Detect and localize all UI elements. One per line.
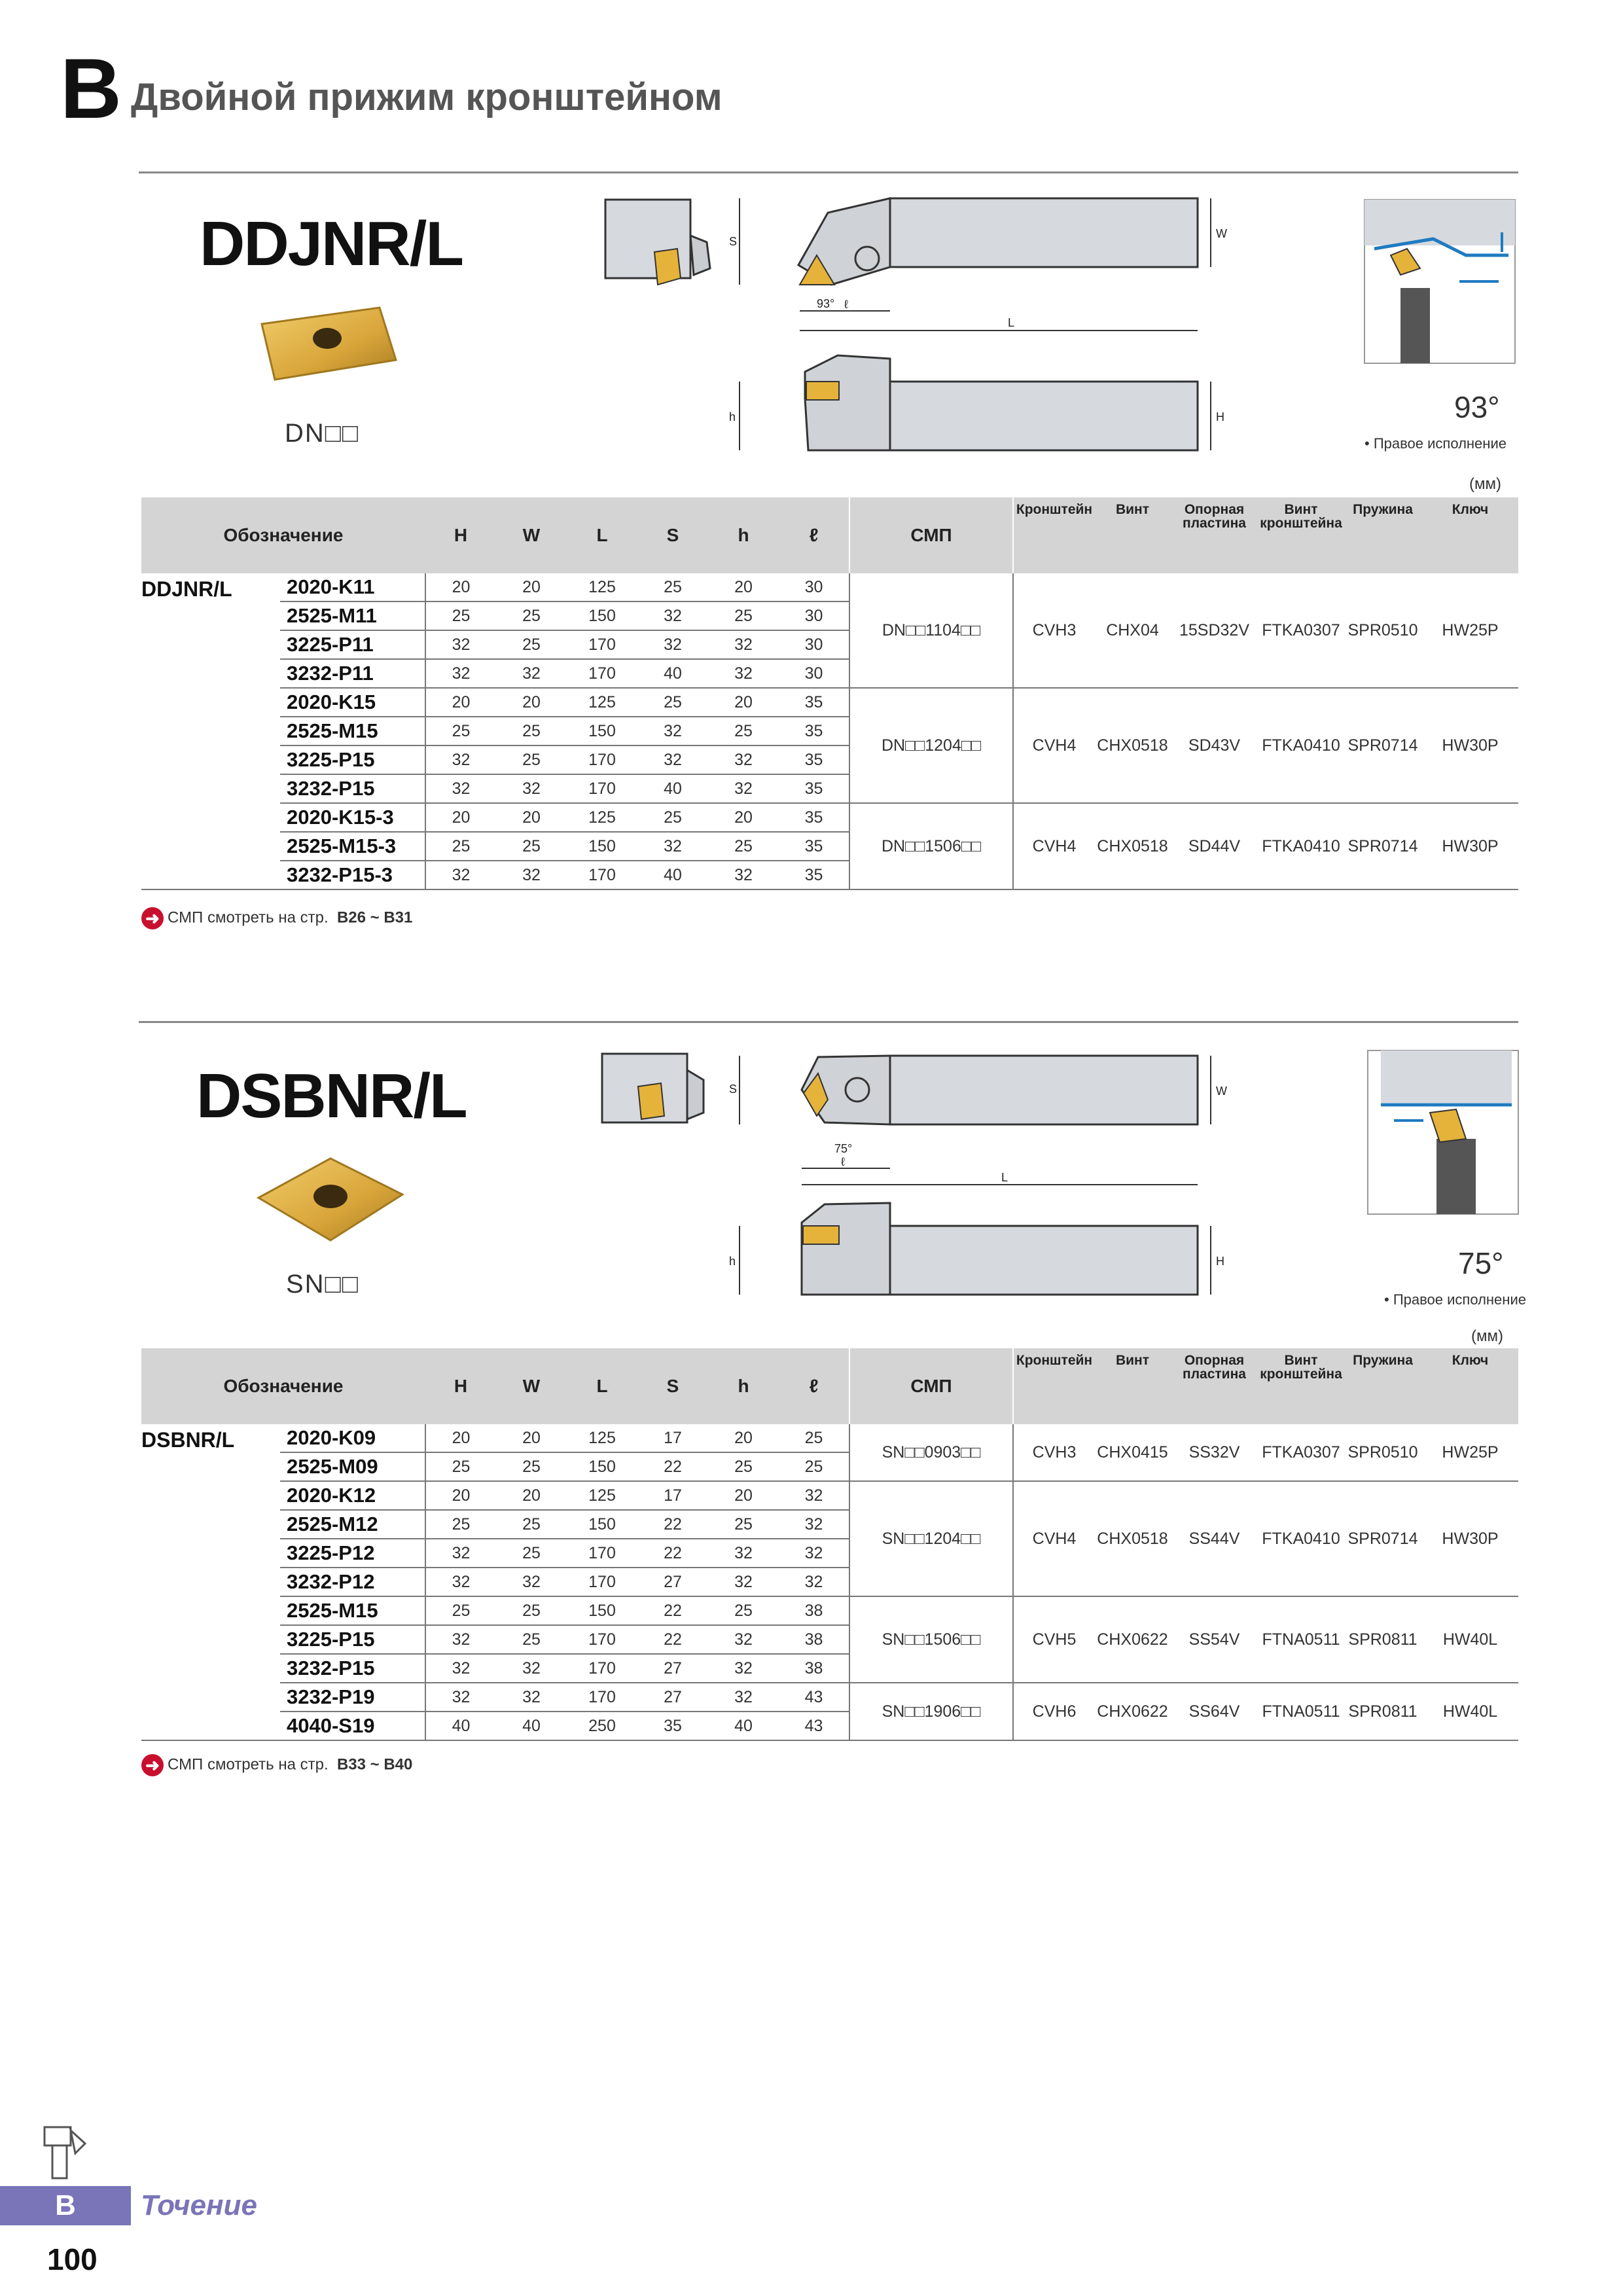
col-h: h: [708, 497, 779, 573]
dimension-cell: 32: [779, 1510, 849, 1539]
dimension-cell: 32: [708, 1625, 779, 1654]
col-S: S: [637, 497, 708, 573]
right-version-label: • Правое исполнение: [1364, 435, 1507, 452]
part-cell: FTKA0410: [1258, 688, 1344, 803]
dimension-cell: 125: [567, 1424, 637, 1452]
dimension-cell: 25: [496, 1452, 567, 1481]
dimension-cell: 32: [708, 659, 779, 688]
dimension-cell: 20: [708, 803, 779, 832]
col-part-spring: Пружина: [1344, 1348, 1422, 1424]
dimension-cell: 27: [637, 1683, 708, 1712]
dimension-cell: 32: [708, 630, 779, 659]
dimension-cell: 43: [779, 1712, 849, 1740]
dimension-cell: 25: [779, 1452, 849, 1481]
col-part-shim: Опорная пластина: [1170, 1348, 1258, 1424]
designation-cell: 3232-P15-3: [280, 861, 425, 889]
dimension-cell: 25: [708, 832, 779, 861]
table-row: [141, 573, 1518, 601]
dimension-cell: 40: [708, 1712, 779, 1740]
part-cell: CHX0415: [1095, 1424, 1170, 1481]
dimension-cell: 22: [637, 1510, 708, 1539]
col-part-shim: Опорная пластина: [1170, 497, 1258, 573]
part-cell: HW30P: [1422, 688, 1518, 803]
dimension-cell: 25: [496, 601, 567, 630]
svg-text:W: W: [1216, 1085, 1227, 1098]
part-cell: SS64V: [1170, 1683, 1258, 1740]
dimension-cell: 32: [637, 717, 708, 745]
part-cell: FTNA0511: [1258, 1683, 1344, 1740]
dimension-cell: 35: [779, 745, 849, 774]
insert-cell: DN□□1204□□: [849, 688, 1013, 803]
part-cell: CHX0622: [1095, 1596, 1170, 1683]
dimension-cell: 250: [567, 1712, 637, 1740]
dimension-cell: 32: [425, 1625, 496, 1654]
dimension-cell: 30: [779, 659, 849, 688]
dimension-cell: 25: [708, 601, 779, 630]
dimension-cell: 17: [637, 1481, 708, 1510]
dimension-cell: 22: [637, 1625, 708, 1654]
dimension-cell: 170: [567, 1539, 637, 1568]
approach-angle: 75°: [1458, 1246, 1504, 1280]
part-cell: CVH4: [1013, 688, 1095, 803]
section-divider: [139, 1021, 1518, 1023]
part-cell: CHX0518: [1095, 1481, 1170, 1596]
section-divider: [139, 171, 1518, 173]
page-title: Двойной прижим кронштейном: [131, 76, 722, 118]
dimension-cell: 25: [496, 832, 567, 861]
dimension-cell: 150: [567, 1510, 637, 1539]
part-cell: CVH4: [1013, 803, 1095, 889]
insert-cell: SN□□1506□□: [849, 1596, 1013, 1683]
right-version-label: • Правое исполнение: [1384, 1291, 1526, 1308]
col-H: H: [425, 497, 496, 573]
dimension-cell: 38: [779, 1596, 849, 1625]
part-cell: CVH4: [1013, 1481, 1095, 1596]
part-cell: SS44V: [1170, 1481, 1258, 1596]
dimension-cell: 170: [567, 861, 637, 889]
dimension-cell: 20: [708, 688, 779, 717]
part-cell: SD44V: [1170, 803, 1258, 889]
part-cell: SS54V: [1170, 1596, 1258, 1683]
insert-cell: DN□□1104□□: [849, 573, 1013, 688]
dimension-cell: 25: [496, 717, 567, 745]
dimension-cell: 20: [496, 1481, 567, 1510]
part-cell: CHX0518: [1095, 803, 1170, 889]
col-part-clamp: Кронштейн: [1013, 497, 1095, 573]
part-cell: CVH3: [1013, 1424, 1095, 1481]
holder-head-view: [599, 1050, 710, 1136]
designation-cell: 2020-K12: [280, 1481, 425, 1510]
table-row: [141, 1481, 1518, 1510]
col-W: W: [496, 497, 567, 573]
dimension-cell: 20: [496, 1424, 567, 1452]
part-cell: SS32V: [1170, 1424, 1258, 1481]
part-cell: CVH5: [1013, 1596, 1095, 1683]
dimension-cell: 20: [708, 573, 779, 601]
dimension-cell: 32: [637, 745, 708, 774]
dimension-cell: 25: [779, 1424, 849, 1452]
dimension-cell: 32: [425, 861, 496, 889]
dimension-cell: 32: [637, 832, 708, 861]
dimension-cell: 17: [637, 1424, 708, 1452]
designation-cell: 2525-M09: [280, 1452, 425, 1481]
arrow-icon: ➜: [141, 1754, 164, 1776]
dimension-cell: 25: [425, 601, 496, 630]
part-cell: CHX0518: [1095, 688, 1170, 803]
dimension-cell: 40: [637, 659, 708, 688]
part-cell: HW25P: [1422, 573, 1518, 688]
dimension-cell: 32: [496, 1683, 567, 1712]
insert-code: SN□□: [286, 1270, 359, 1299]
dimension-cell: 25: [425, 832, 496, 861]
dimension-cell: 32: [425, 1683, 496, 1712]
dimension-cell: 32: [425, 1568, 496, 1596]
col-H: H: [425, 1348, 496, 1424]
dimension-cell: 32: [708, 1683, 779, 1712]
dimension-cell: 170: [567, 745, 637, 774]
designation-cell: 2020-K09: [280, 1424, 425, 1452]
dimension-cell: 38: [779, 1654, 849, 1683]
part-cell: SPR0714: [1344, 1481, 1422, 1596]
part-cell: SPR0714: [1344, 688, 1422, 803]
dimension-cell: 25: [425, 717, 496, 745]
part-cell: SPR0811: [1344, 1596, 1422, 1683]
svg-text:S: S: [729, 1083, 738, 1096]
part-cell: HW40L: [1422, 1596, 1518, 1683]
designation-cell: 2020-K15-3: [280, 803, 425, 832]
designation-cell: 3232-P19: [280, 1683, 425, 1712]
svg-text:S: S: [729, 235, 738, 248]
col-part-spring: Пружина: [1344, 497, 1422, 573]
dimension-cell: 25: [708, 1452, 779, 1481]
part-cell: FTKA0410: [1258, 1481, 1344, 1596]
dimension-cell: 20: [496, 803, 567, 832]
svg-text:93°: 93°: [817, 297, 835, 310]
dimension-cell: 22: [637, 1539, 708, 1568]
col-ell: ℓ: [779, 1348, 849, 1424]
designation-cell: 3232-P12: [280, 1568, 425, 1596]
dimension-cell: 25: [708, 1510, 779, 1539]
insert-image: [252, 1152, 409, 1250]
dimension-cell: 32: [496, 1654, 567, 1683]
part-cell: FTKA0307: [1258, 573, 1344, 688]
part-cell: HW30P: [1422, 1481, 1518, 1596]
dimension-cell: 32: [708, 745, 779, 774]
dimension-cell: 35: [779, 832, 849, 861]
unit-label: (мм): [1469, 475, 1501, 493]
dimension-cell: 150: [567, 717, 637, 745]
col-part-key: Ключ: [1422, 497, 1518, 573]
approach-angle: 93°: [1454, 390, 1500, 424]
insert-reference-note: ➜ СМП смотреть на стр. B26 ~ B31: [141, 907, 412, 929]
dimension-cell: 27: [637, 1654, 708, 1683]
dimension-cell: 25: [496, 630, 567, 659]
dimension-cell: 20: [425, 1481, 496, 1510]
insert-image: [249, 298, 406, 389]
dimension-cell: 150: [567, 1596, 637, 1625]
dimension-cell: 32: [425, 659, 496, 688]
dimension-cell: 32: [637, 630, 708, 659]
svg-text:W: W: [1216, 227, 1227, 240]
dimension-cell: 32: [708, 861, 779, 889]
part-cell: HW30P: [1422, 803, 1518, 889]
unit-label: (мм): [1471, 1327, 1503, 1345]
insert-cell: SN□□0903□□: [849, 1424, 1013, 1481]
col-ell: ℓ: [779, 497, 849, 573]
part-cell: FTNA0511: [1258, 1596, 1344, 1683]
col-part-key: Ключ: [1422, 1348, 1518, 1424]
svg-text:H: H: [1216, 1255, 1224, 1268]
dimension-cell: 32: [708, 1654, 779, 1683]
part-cell: CHX04: [1095, 573, 1170, 688]
holder-top-view: [720, 193, 1237, 350]
table-row: [141, 1683, 1518, 1712]
dimension-cell: 20: [425, 573, 496, 601]
dimension-cell: 25: [637, 803, 708, 832]
part-cell: SPR0714: [1344, 803, 1422, 889]
part-cell: FTKA0307: [1258, 1424, 1344, 1481]
col-insert: СМП: [849, 1348, 1013, 1424]
designation-cell: 3225-P11: [280, 630, 425, 659]
col-part-clamp-screw: Винт кронштейна: [1258, 1348, 1344, 1424]
dimension-cell: 20: [708, 1481, 779, 1510]
dimension-cell: 150: [567, 1452, 637, 1481]
part-cell: FTKA0410: [1258, 803, 1344, 889]
dimension-cell: 27: [637, 1568, 708, 1596]
dimension-cell: 25: [708, 1596, 779, 1625]
dimension-cell: 20: [496, 688, 567, 717]
dimension-cell: 35: [779, 774, 849, 803]
part-cell: SD43V: [1170, 688, 1258, 803]
chapter-name: Точение: [141, 2189, 257, 2221]
dimension-cell: 170: [567, 1654, 637, 1683]
series-name: DSBNR/L: [141, 1424, 280, 1740]
designation-cell: 2525-M15-3: [280, 832, 425, 861]
dimension-cell: 170: [567, 659, 637, 688]
part-cell: CVH3: [1013, 573, 1095, 688]
part-cell: SPR0510: [1344, 573, 1422, 688]
dimension-cell: 125: [567, 688, 637, 717]
svg-text:L: L: [1008, 316, 1015, 329]
dimension-cell: 32: [496, 774, 567, 803]
dimension-cell: 35: [779, 861, 849, 889]
dimension-cell: 35: [779, 803, 849, 832]
col-designation: Обозначение: [141, 1348, 425, 1424]
dimension-cell: 32: [425, 774, 496, 803]
dimension-cell: 32: [779, 1481, 849, 1510]
dimension-cell: 25: [496, 1510, 567, 1539]
insert-reference-pages: B26 ~ B31: [336, 908, 413, 927]
svg-text:h: h: [729, 410, 736, 423]
spec-table: [141, 1348, 1518, 1741]
designation-cell: 3232-P15: [280, 1654, 425, 1683]
dimension-cell: 32: [425, 745, 496, 774]
dimension-cell: 150: [567, 832, 637, 861]
dimension-cell: 32: [708, 774, 779, 803]
dimension-cell: 20: [425, 803, 496, 832]
table-row: [141, 688, 1518, 717]
dimension-cell: 25: [425, 1452, 496, 1481]
dimension-cell: 32: [425, 630, 496, 659]
insert-reference-note: ➜ СМП смотреть на стр. B33 ~ B40: [141, 1754, 412, 1776]
dimension-cell: 30: [779, 630, 849, 659]
dimension-cell: 32: [496, 659, 567, 688]
model-title: DSBNR/L: [196, 1061, 467, 1131]
designation-cell: 2525-M12: [280, 1510, 425, 1539]
operation-diagram: [1361, 196, 1518, 367]
dimension-cell: 170: [567, 1683, 637, 1712]
dimension-cell: 32: [637, 601, 708, 630]
dimension-cell: 25: [496, 1596, 567, 1625]
spec-table: [141, 497, 1518, 890]
part-cell: SPR0510: [1344, 1424, 1422, 1481]
chapter-tab: B: [0, 2186, 131, 2225]
designation-cell: 2020-K11: [280, 573, 425, 601]
designation-cell: 2525-M15: [280, 1596, 425, 1625]
designation-cell: 3225-P15: [280, 1625, 425, 1654]
dimension-cell: 35: [779, 717, 849, 745]
dimension-cell: 20: [425, 1424, 496, 1452]
col-S: S: [637, 1348, 708, 1424]
dimension-cell: 125: [567, 803, 637, 832]
turning-tool-icon: [39, 2124, 98, 2183]
holder-side-view: [720, 346, 1237, 457]
dimension-cell: 43: [779, 1683, 849, 1712]
col-insert: СМП: [849, 497, 1013, 573]
dimension-cell: 125: [567, 573, 637, 601]
col-part-clamp: Кронштейн: [1013, 1348, 1095, 1424]
part-cell: HW25P: [1422, 1424, 1518, 1481]
designation-cell: 3232-P11: [280, 659, 425, 688]
dimension-cell: 32: [708, 1539, 779, 1568]
col-L: L: [567, 497, 637, 573]
dimension-cell: 32: [779, 1568, 849, 1596]
dimension-cell: 25: [708, 717, 779, 745]
arrow-icon: ➜: [141, 907, 164, 929]
section-letter: B: [60, 41, 122, 136]
dimension-cell: 22: [637, 1452, 708, 1481]
table-row: [141, 1596, 1518, 1625]
insert-cell: SN□□1906□□: [849, 1683, 1013, 1740]
col-designation: Обозначение: [141, 497, 425, 573]
dimension-cell: 22: [637, 1596, 708, 1625]
dimension-cell: 25: [425, 1596, 496, 1625]
table-row: [141, 803, 1518, 832]
designation-cell: 2020-K15: [280, 688, 425, 717]
operation-diagram: [1364, 1047, 1522, 1217]
designation-cell: 4040-S19: [280, 1712, 425, 1740]
designation-cell: 2525-M11: [280, 601, 425, 630]
svg-text:H: H: [1216, 410, 1224, 423]
insert-cell: SN□□1204□□: [849, 1481, 1013, 1596]
svg-text:h: h: [729, 1255, 736, 1268]
dimension-cell: 125: [567, 1481, 637, 1510]
dimension-cell: 20: [708, 1424, 779, 1452]
dimension-cell: 170: [567, 630, 637, 659]
dimension-cell: 25: [637, 573, 708, 601]
insert-cell: DN□□1506□□: [849, 803, 1013, 889]
part-cell: CVH6: [1013, 1683, 1095, 1740]
dimension-cell: 40: [496, 1712, 567, 1740]
dimension-cell: 25: [425, 1510, 496, 1539]
designation-cell: 2525-M15: [280, 717, 425, 745]
part-cell: HW40L: [1422, 1683, 1518, 1740]
part-cell: CHX0622: [1095, 1683, 1170, 1740]
designation-cell: 3225-P12: [280, 1539, 425, 1568]
table-row: [141, 1424, 1518, 1452]
series-name: DDJNR/L: [141, 573, 280, 889]
designation-cell: 3225-P15: [280, 745, 425, 774]
dimension-cell: 170: [567, 774, 637, 803]
dimension-cell: 32: [708, 1568, 779, 1596]
svg-text:75°: 75°: [834, 1142, 853, 1155]
dimension-cell: 30: [779, 601, 849, 630]
insert-reference-pages: B33 ~ B40: [336, 1755, 413, 1774]
svg-text:L: L: [1001, 1171, 1008, 1184]
col-L: L: [567, 1348, 637, 1424]
dimension-cell: 170: [567, 1625, 637, 1654]
model-title: DDJNR/L: [200, 209, 463, 279]
col-part-clamp-screw: Винт кронштейна: [1258, 497, 1344, 573]
designation-cell: 3232-P15: [280, 774, 425, 803]
dimension-cell: 32: [425, 1539, 496, 1568]
dimension-cell: 32: [779, 1539, 849, 1568]
col-part-screw: Винт: [1095, 497, 1170, 573]
dimension-cell: 25: [637, 688, 708, 717]
dimension-cell: 20: [425, 688, 496, 717]
holder-head-view: [602, 196, 713, 295]
col-h: h: [708, 1348, 779, 1424]
dimension-cell: 32: [496, 1568, 567, 1596]
dimension-cell: 30: [779, 573, 849, 601]
dimension-cell: 25: [496, 1625, 567, 1654]
dimension-cell: 25: [496, 745, 567, 774]
dimension-cell: 170: [567, 1568, 637, 1596]
page-number: 100: [47, 2242, 98, 2276]
dimension-cell: 40: [425, 1712, 496, 1740]
col-part-screw: Винт: [1095, 1348, 1170, 1424]
part-cell: 15SD32V: [1170, 573, 1258, 688]
dimension-cell: 35: [779, 688, 849, 717]
dimension-cell: 40: [637, 774, 708, 803]
holder-side-view: [720, 1196, 1237, 1314]
svg-text:ℓ: ℓ: [844, 298, 848, 311]
part-cell: SPR0811: [1344, 1683, 1422, 1740]
holder-top-view: [720, 1050, 1237, 1201]
svg-text:ℓ: ℓ: [841, 1155, 845, 1168]
insert-code: DN□□: [285, 419, 360, 448]
col-W: W: [496, 1348, 567, 1424]
dimension-cell: 35: [637, 1712, 708, 1740]
dimension-cell: 150: [567, 601, 637, 630]
dimension-cell: 20: [496, 573, 567, 601]
dimension-cell: 38: [779, 1625, 849, 1654]
dimension-cell: 32: [496, 861, 567, 889]
dimension-cell: 32: [425, 1654, 496, 1683]
dimension-cell: 40: [637, 861, 708, 889]
dimension-cell: 25: [496, 1539, 567, 1568]
